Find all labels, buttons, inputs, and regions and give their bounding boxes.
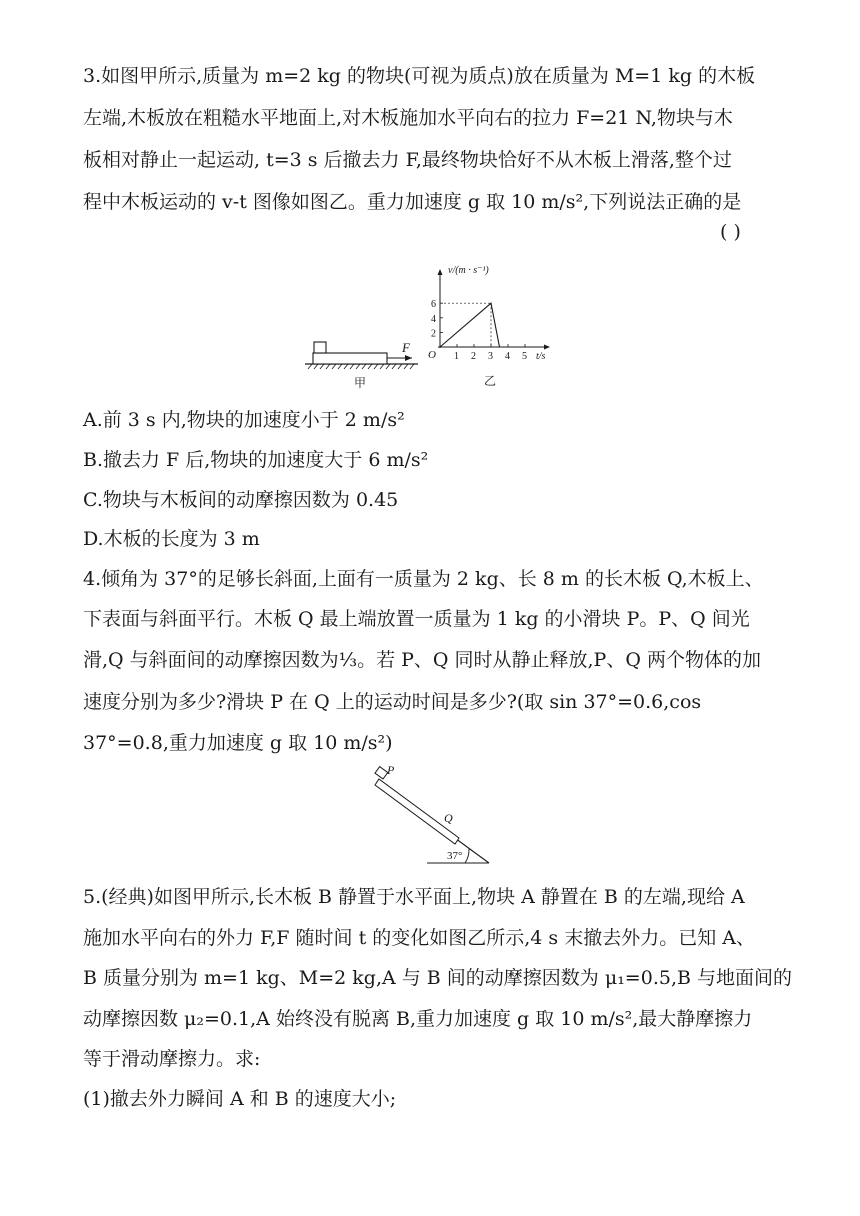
q5-line-1: 5.(经典)如图甲所示,长木板 B 静置于水平面上,物块 A 静置在 B 的左端,现给 A: [83, 886, 745, 908]
block-p: [375, 767, 388, 779]
q4-incline-figure: [365, 765, 495, 867]
q3-option-c: C.物块与木板间的动摩擦因数为 0.45: [83, 489, 399, 511]
origin-label: O: [428, 349, 436, 361]
q3-line-4: 程中木板运动的 v-t 图像如图乙。重力加速度 g 取 10 m/s²,下列说法正确的是: [83, 191, 742, 213]
caption-jia: 甲: [354, 376, 367, 390]
q5-line-3: B 质量分别为 m=1 kg、M=2 kg,A 与 B 间的动摩擦因数为 μ₁=0.5,B 与地面间的: [83, 967, 792, 989]
q3-figure-yi: [426, 262, 566, 388]
q5-line-2: 施加水平向右的外力 F,F 随时间 t 的变化如图乙所示,4 s 末撤去外力。已知 A、: [83, 927, 755, 949]
x-tick-label: 4: [505, 351, 510, 362]
caption-yi: 乙: [484, 374, 497, 388]
x-tick-label: 1: [454, 351, 459, 362]
q3-option-b: B.撤去力 F 后,物块的加速度大于 6 m/s²: [83, 449, 429, 471]
q3-option-a: A.前 3 s 内,物块的加速度小于 2 m/s²: [83, 409, 405, 431]
q3-line-3: 板相对静止一起运动, t=3 s 后撤去力 F,最终物块恰好不从木板上滑落,整个过: [83, 149, 732, 171]
q5-line-6: (1)撤去外力瞬间 A 和 B 的速度大小;: [83, 1088, 397, 1110]
x-tick-label: 5: [522, 351, 527, 362]
q3-option-d: D.木板的长度为 3 m: [83, 528, 260, 550]
q-label: Q: [444, 811, 453, 825]
q4-line-4: 速度分别为多少?滑块 P 在 Q 上的运动时间是多少?(取 sin 37°=0.6,cos: [83, 691, 702, 713]
y-tick-label: 2: [431, 328, 436, 340]
q5-line-4: 动摩擦因数 μ₂=0.1,A 始终没有脱离 B,重力加速度 g 取 10 m/s²,最大静摩擦力: [83, 1008, 753, 1030]
p-label: P: [387, 765, 395, 777]
q4-line-3: 滑,Q 与斜面间的动摩擦因数为⅓。若 P、Q 同时从静止释放,P、Q 两个物体的加: [83, 649, 761, 671]
x-tick-label: 3: [488, 351, 493, 362]
q3-figure-jia: [300, 330, 430, 390]
y-tick-label: 6: [431, 299, 436, 311]
velocity-series-line: [440, 303, 500, 347]
wood-board: [313, 353, 387, 364]
y-tick-label: 4: [431, 313, 436, 325]
q5-line-5: 等于滑动摩擦力。求:: [83, 1048, 261, 1070]
q4-line-1: 4.倾角为 37°的足够长斜面,上面有一质量为 2 kg、长 8 m 的长木板 Q,木板上、: [83, 568, 764, 590]
q3-line-1: 3.如图甲所示,质量为 m=2 kg 的物块(可视为质点)放在质量为 M=1 kg 的木板: [83, 65, 756, 87]
small-block: [314, 342, 326, 353]
answer-bracket: ( ): [720, 221, 741, 243]
y-axis-label: v/(m · s⁻¹): [448, 265, 489, 276]
force-label: F: [402, 340, 410, 355]
angle-label: 37°: [447, 850, 463, 862]
q4-line-5: 37°=0.8,重力加速度 g 取 10 m/s²): [83, 732, 393, 754]
x-tick-label: 2: [471, 351, 476, 362]
q4-line-2: 下表面与斜面平行。木板 Q 最上端放置一质量为 1 kg 的小滑块 P。P、Q 间光: [83, 608, 750, 630]
q3-line-2: 左端,木板放在粗糙水平地面上,对木板施加水平向右的拉力 F=21 N,物块与木: [83, 107, 733, 129]
vt-graph: [426, 262, 566, 364]
x-axis-label: t/s: [536, 351, 546, 362]
